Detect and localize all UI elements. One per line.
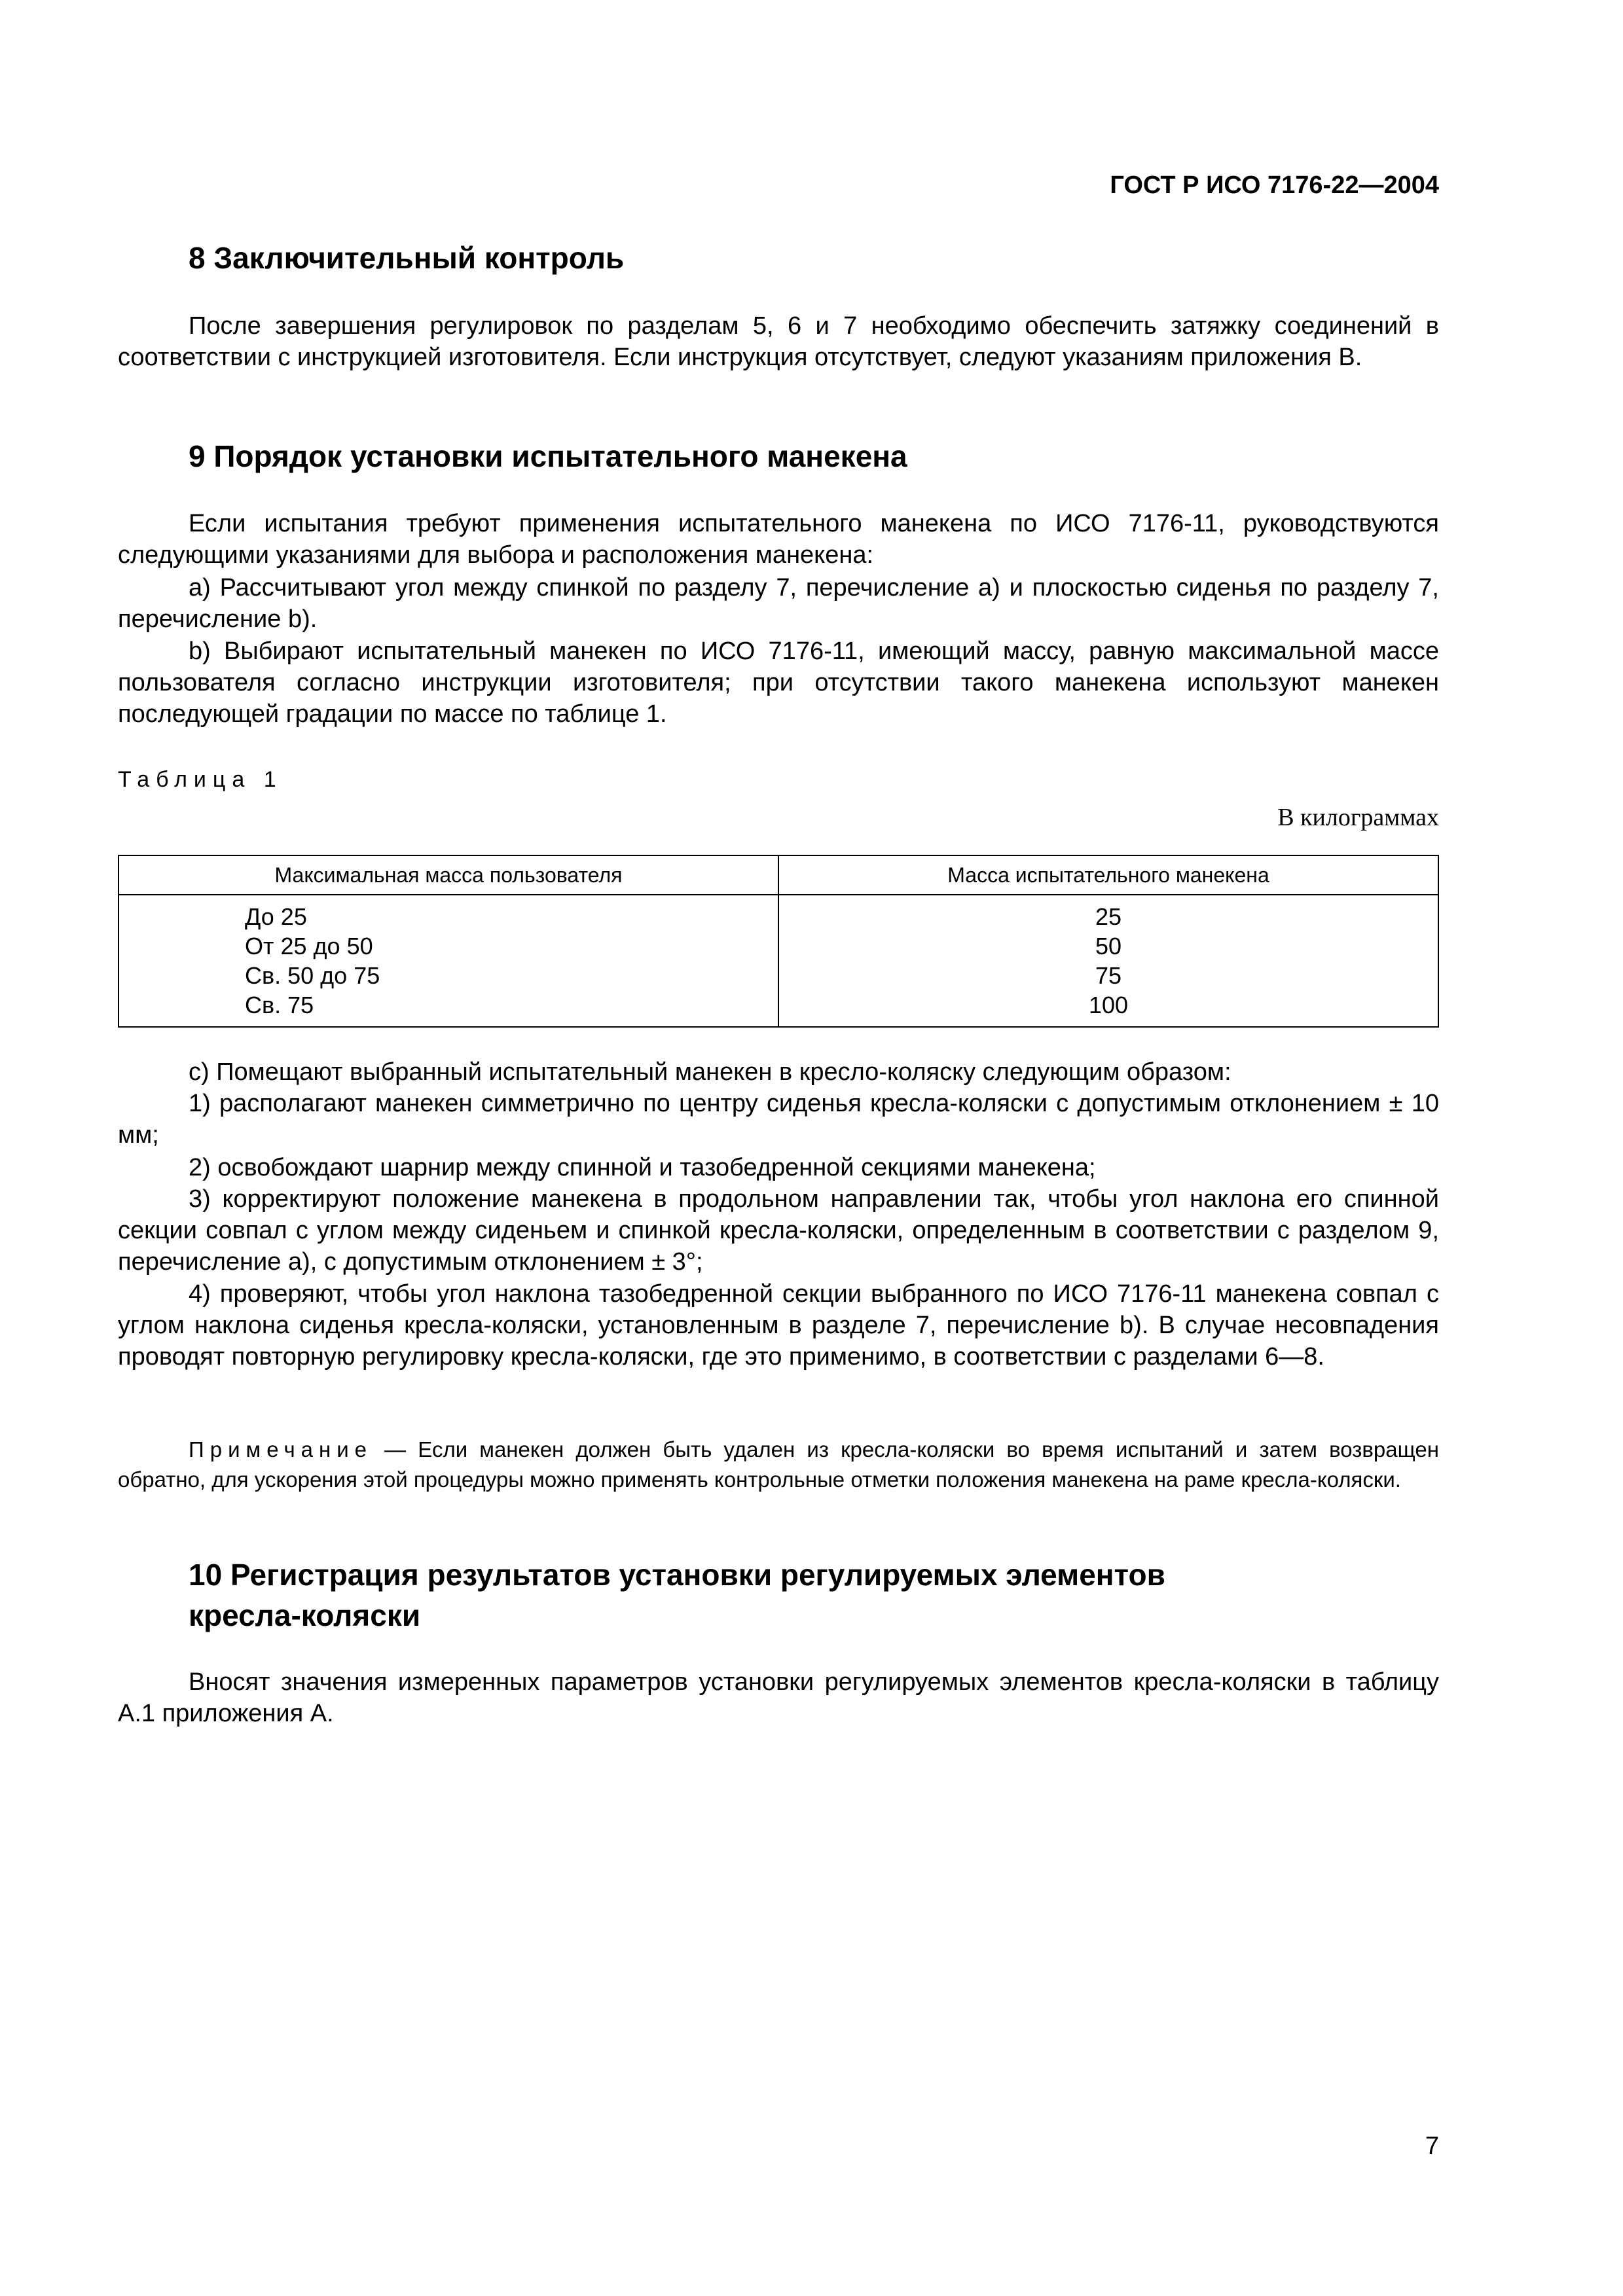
step-4: 4) проверяют, чтобы угол наклона тазобедренной секции выбранного по ИСО 7176-11 манекена совпал с углом наклона сиденья кресла-коляски, установленным в разделе 7, перечисление b). В случае несовпадения проводят повторную регулировку кресла-коляски, где это применимо, в соответствии с разделами 6—8. bbox=[118, 1280, 1439, 1371]
table-column-dummy-mass bbox=[779, 895, 1438, 1026]
table-cell: Св. 50 до 75 bbox=[245, 962, 380, 989]
document-id: ГОСТ Р ИСО 7176-22—2004 bbox=[1110, 171, 1439, 199]
section-9-item-b: b) Выбирают испытательный манекен по ИСО 7176-11, имеющий массу, равную максимальной массе пользователя согласно инструкции изготовителя; при отсутствии такого манекена используют манекен последующей градации по массе по таблице 1. bbox=[118, 637, 1439, 728]
note bbox=[118, 1435, 1439, 1495]
table-cell: Св. 75 bbox=[245, 992, 314, 1018]
step-1: 1) располагают манекен симметрично по центру сиденья кресла-коляски с допустимым отклонением ± 10 мм; bbox=[118, 1090, 1439, 1149]
section-8-heading: 8 Заключительный контроль bbox=[189, 241, 625, 275]
section-9-heading: 9 Порядок установки испытательного манекена bbox=[189, 439, 907, 473]
section-9-item-a: a) Рассчитывают угол между спинкой по разделу 7, перечисление а) и плоскостью сиденья по разделу 7, перечисление b). bbox=[118, 574, 1439, 633]
note-text: — Если манекен должен быть удален из кресла-коляски во время испытаний и затем возвращен обратно, для ускорения этой процедуры можно применять контрольные отметки положения манекена на раме кресла-коляски. bbox=[118, 1437, 1439, 1492]
table-units: В килограммах bbox=[1277, 804, 1439, 831]
table-label: Таблица 1 bbox=[118, 767, 283, 792]
step-3: 3) корректируют положение манекена в продольном направлении так, чтобы угол наклона его спинной секции совпал с углом между сиденьем и спинкой кресла-коляски, определенным в соответствии с разделом 9, перечисление а), с допустимым отклонением ± 3°; bbox=[118, 1185, 1439, 1276]
table-body bbox=[119, 895, 1438, 1026]
section-8-text: После завершения регулировок по разделам 5, 6 и 7 необходимо обеспечить затяжку соединений в соответствии с инструкцией изготовителя. Если инструкция отсутствует, следуют указаниям приложения В. bbox=[118, 312, 1439, 371]
table-cell: 50 bbox=[1095, 933, 1122, 960]
table-column-user-mass bbox=[119, 895, 779, 1026]
section-10-heading-line1: 10 Регистрация результатов установки регулируемых элементов bbox=[189, 1558, 1165, 1592]
table-header-row bbox=[119, 856, 1438, 895]
table-cell: 25 bbox=[1095, 903, 1122, 930]
mass-table bbox=[118, 855, 1439, 1028]
step-c: c) Помещают выбранный испытательный манекен в кресло-коляску следующим образом: bbox=[189, 1058, 1231, 1086]
table-header-cell: Масса испытательного манекена bbox=[947, 863, 1269, 887]
table-cell: 100 bbox=[1088, 992, 1129, 1018]
table-cell: До 25 bbox=[245, 903, 307, 930]
section-10-heading-line2: кресла-коляски bbox=[189, 1598, 421, 1632]
section-10-text: Вносят значения измеренных параметров установки регулируемых элементов кресла-коляски в таблицу А.1 приложения А. bbox=[118, 1668, 1439, 1727]
table-header-cell: Максимальная масса пользователя bbox=[119, 856, 779, 894]
step-2: 2) освобождают шарнир между спинной и тазобедренной секциями манекена; bbox=[189, 1154, 1096, 1181]
note-label: Примечание bbox=[189, 1437, 373, 1462]
page-number: 7 bbox=[1425, 2132, 1439, 2160]
section-10-heading bbox=[189, 1554, 1165, 1636]
table-cell: От 25 до 50 bbox=[245, 933, 373, 960]
table-cell: 75 bbox=[1095, 962, 1122, 989]
section-9-intro: Если испытания требуют применения испытательного манекена по ИСО 7176-11, руководствуются следующими указаниями для выбора и расположения манекена: bbox=[118, 510, 1439, 569]
